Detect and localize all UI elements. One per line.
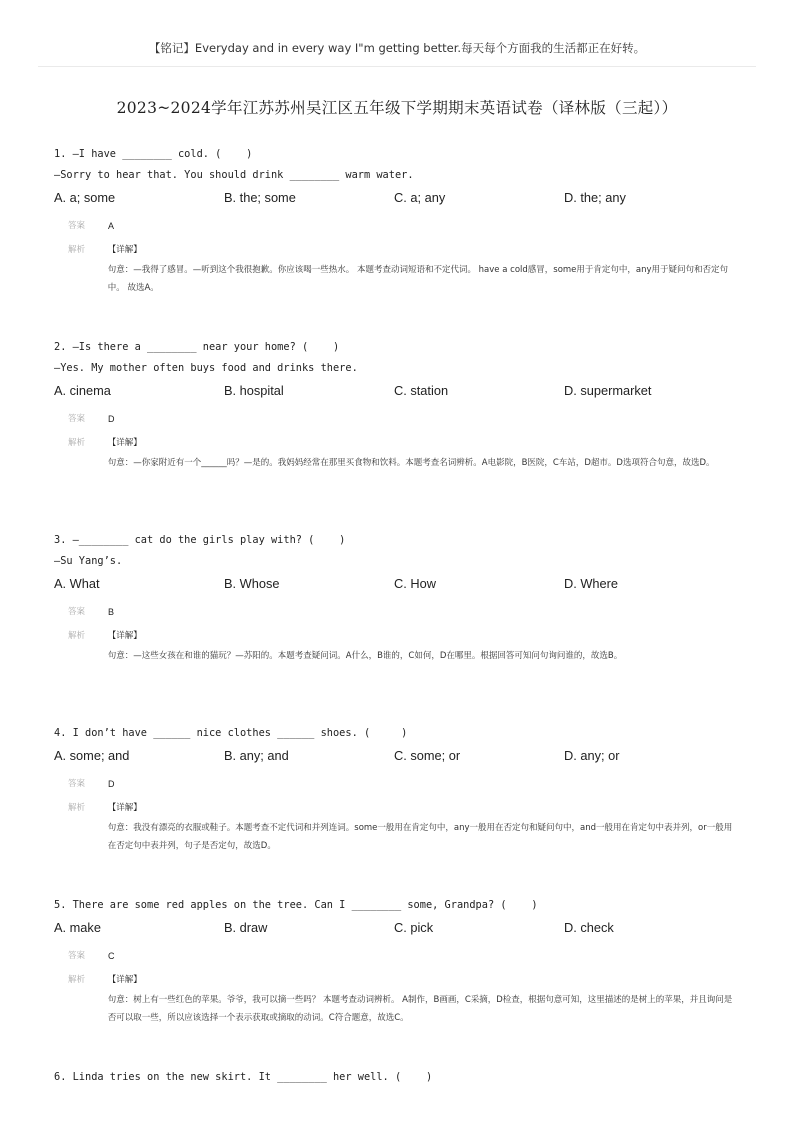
analysis-text: 句意：我没有漂亮的衣服或鞋子。本题考查不定代词和并列连词。some一般用在肯定句中，any一般用在否定句和疑问句中，and一般用在肯定句中表并列，or一般用在否定句中表并列，句子是否定句，故选D。 [107,823,733,851]
page-header-motto: 【铭记】Everyday and in every way I"m getting better.每天每个方面我的生活都正在好转。 [148,41,646,55]
question-stem-line: 3. —________ cat do the girls play with? ( ) [54,534,346,546]
answer-label: 答案 [68,951,86,961]
option-d: D. the; any [564,189,626,205]
detail-tag: 【详解】 [107,975,142,985]
analysis-text: 句意：—我得了感冒。—听到这个我很抱歉。你应该喝一些热水。 本题考查动词短语和不定代词。 have a cold感冒，some用于肯定句中，any用于疑问句和否定句中。 故选A。 [107,265,729,293]
option-c: C. How [394,575,436,591]
option-b: B. draw [224,919,268,935]
question-stem-line: 1. —I have ________ cold. ( ) [54,148,253,160]
analysis-text: 句意：树上有一些红色的苹果。爷爷，我可以摘一些吗？ 本题考查动词辨析。 A制作，B画画，C采摘，D检查，根据句意可知，这里描述的是树上的苹果，并且询问是否可以取一些，所以应该选择一个表示获取或摘取的动词。C符合题意，故选C。 [107,995,733,1023]
answer-value: A [108,221,115,231]
detail-tag: 【详解】 [107,631,142,641]
question-1 [54,144,734,337]
analysis-label: 解析 [68,631,86,641]
option-a: A. make [54,919,101,935]
options-row [54,379,734,401]
question-stem-line: —Su Yang’s. [54,555,123,567]
detail-tag: 【详解】 [107,438,142,448]
option-b: B. any; and [224,747,289,763]
question-2 [54,337,734,530]
option-b: B. hospital [224,382,284,398]
answer-value: B [108,607,115,617]
option-c: C. pick [394,919,434,935]
question-5 [54,895,734,1067]
answer-value: C [108,951,115,961]
header-divider [38,66,756,67]
question-6 [54,1067,734,1088]
question-3 [54,530,734,723]
option-c: C. some; or [394,747,461,763]
question-stem-line: —Yes. My mother often buys food and drinks there. [54,362,358,374]
analysis-label: 解析 [68,975,86,985]
analysis-text: 句意：—这些女孩在和谁的猫玩？—苏阳的。本题考查疑问词。A什么，B谁的，C如何，D在哪里。根据回答可知问句询问谁的，故选B。 [107,651,623,661]
options-row [54,916,734,938]
option-c: C. station [394,382,449,398]
answer-block [68,218,734,297]
analysis-label: 解析 [68,245,86,255]
analysis-text: 句意：—你家附近有一个______吗？—是的。我妈妈经常在那里买食物和饮料。本题考查名词辨析。A电影院，B医院，C车站，D超市。D选项符合句意，故选D。 [107,458,715,468]
answer-label: 答案 [68,414,86,424]
answer-value: D [108,779,115,789]
question-list [54,144,734,1088]
option-d: D. supermarket [564,382,652,398]
option-a: A. What [54,575,100,591]
answer-block [68,411,734,472]
answer-value: D [108,414,115,424]
analysis-label: 解析 [68,803,86,813]
answer-block [68,948,734,1027]
question-stem-line: 2. —Is there a ________ near your home? ( ) [54,341,340,353]
answer-label: 答案 [68,779,86,789]
answer-label: 答案 [68,221,86,231]
page-title: 2023~2024学年江苏苏州吴江区五年级下学期期末英语试卷（译林版（三起）） [116,99,678,117]
option-a: A. a; some [54,189,116,205]
detail-tag: 【详解】 [107,245,142,255]
option-b: B. Whose [224,575,280,591]
options-row [54,186,734,208]
answer-block [68,604,734,665]
option-a: A. some; and [54,747,130,763]
question-stem-line: 4. I don’t have ______ nice clothes ______ shoes. ( ) [54,727,408,739]
analysis-label: 解析 [68,438,86,448]
option-d: D. Where [564,575,619,591]
option-d: D. any; or [564,747,620,763]
option-d: D. check [564,919,614,935]
option-b: B. the; some [224,189,296,205]
question-stem-line: 6. Linda tries on the new skirt. It ________ her well. ( ) [54,1071,433,1083]
option-a: A. cinema [54,382,111,398]
options-row [54,572,734,594]
answer-label: 答案 [68,607,86,617]
question-4 [54,723,734,895]
answer-block [68,776,734,855]
question-stem-line: 5. There are some red apples on the tree. Can I ________ some, Grandpa? ( ) [54,899,538,911]
option-c: C. a; any [394,189,446,205]
detail-tag: 【详解】 [107,803,142,813]
question-stem-line: —Sorry to hear that. You should drink ________ warm water. [54,169,414,181]
options-row [54,744,734,766]
